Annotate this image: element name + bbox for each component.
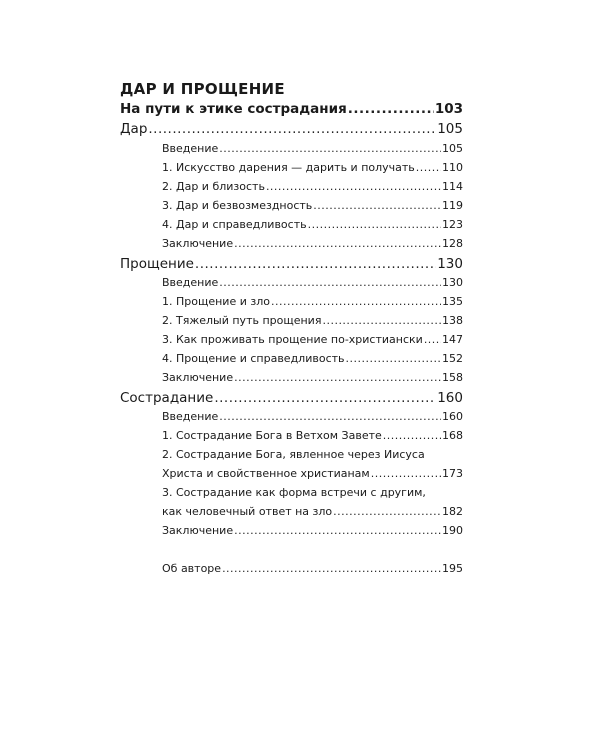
toc-entry-page: 168 <box>442 429 463 442</box>
toc-entry[interactable] <box>162 562 463 575</box>
dot-leader <box>234 371 441 384</box>
dot-leader <box>214 390 436 406</box>
toc-entry-page: 138 <box>442 314 463 327</box>
toc-entry-page: 119 <box>442 199 463 212</box>
toc-entry-line[interactable] <box>162 448 463 461</box>
toc-entry-page: 103 <box>434 101 463 117</box>
toc-entry[interactable] <box>162 314 463 327</box>
dot-leader <box>271 295 441 308</box>
toc-entry-title: 1. Прощение и зло <box>162 295 270 308</box>
toc-entry[interactable] <box>162 237 463 250</box>
toc-entry-title: 3. Сострадание как форма встречи с другим, <box>162 486 426 499</box>
toc-entry[interactable] <box>120 121 463 137</box>
toc-entry-page: 105 <box>442 142 463 155</box>
toc-entry-page: 130 <box>437 256 463 272</box>
dot-leader <box>333 505 441 518</box>
toc-entry-title: Заключение <box>162 371 234 384</box>
toc-entry-title: Прощение <box>120 256 194 272</box>
toc-entry-title: Христа и свойственное христианам <box>162 467 370 480</box>
dot-leader <box>195 256 436 272</box>
dot-leader <box>222 562 441 575</box>
toc-entry-page: 182 <box>442 505 463 518</box>
dot-leader <box>234 237 441 250</box>
dot-leader <box>308 218 441 231</box>
toc-entry-page: 160 <box>437 390 463 406</box>
toc-entry-page: 130 <box>442 276 463 289</box>
toc-entry-page: 123 <box>442 218 463 231</box>
dot-leader <box>148 121 436 137</box>
toc-entry-line[interactable] <box>162 486 463 499</box>
toc-entry-page: 128 <box>442 237 463 250</box>
toc-entry-page: 152 <box>442 352 463 365</box>
toc-entry-title: Дар <box>120 121 148 137</box>
toc-entry-page: 114 <box>442 180 463 193</box>
toc-entry[interactable] <box>162 218 463 231</box>
dot-leader <box>266 180 441 193</box>
dot-leader <box>322 314 441 327</box>
toc-entry-page: 105 <box>437 121 463 137</box>
toc-entry[interactable] <box>162 295 463 308</box>
toc-entry[interactable] <box>162 352 463 365</box>
dot-leader <box>416 161 441 174</box>
section-title: ДАР И ПРОЩЕНИЕ <box>120 80 285 98</box>
toc-entry-title: На пути к этике сострадания <box>120 101 347 117</box>
toc-entry-title: Сострадание <box>120 390 214 406</box>
dot-leader <box>313 199 441 212</box>
dot-leader <box>219 276 441 289</box>
toc-entry[interactable] <box>162 371 463 384</box>
toc-entry-title: 2. Дар и близость <box>162 180 265 193</box>
toc-entry-page: 147 <box>442 333 463 346</box>
dot-leader <box>219 410 441 423</box>
toc-entry[interactable] <box>120 390 463 406</box>
toc-entry-title: 1. Искусство дарения — дарить и получать <box>162 161 415 174</box>
dot-leader <box>383 429 441 442</box>
toc-entry-title: 4. Дар и справедливость <box>162 218 307 231</box>
toc-entry[interactable] <box>162 142 463 155</box>
toc-entry-title: 3. Дар и безвозмездность <box>162 199 313 212</box>
toc-entry-page: 158 <box>442 371 463 384</box>
toc-entry-title: 1. Сострадание Бога в Ветхом Завете <box>162 429 382 442</box>
toc-entry[interactable] <box>162 180 463 193</box>
toc-entry[interactable] <box>162 333 463 346</box>
toc-entry[interactable] <box>162 410 463 423</box>
dot-leader <box>348 101 434 117</box>
dot-leader <box>371 467 441 480</box>
toc-entry-title: 2. Тяжелый путь прощения <box>162 314 322 327</box>
dot-leader <box>219 142 441 155</box>
toc-entry-page: 190 <box>442 524 463 537</box>
toc-entry-title: Введение <box>162 276 219 289</box>
toc-entry[interactable] <box>162 505 463 518</box>
dot-leader <box>346 352 441 365</box>
toc-entry[interactable] <box>120 256 463 272</box>
toc-entry[interactable] <box>162 199 463 212</box>
toc-entry[interactable] <box>162 524 463 537</box>
toc-entry[interactable] <box>162 429 463 442</box>
toc-entry-page: 160 <box>442 410 463 423</box>
toc-entry-title: Об авторе <box>162 562 222 575</box>
dot-leader <box>234 524 441 537</box>
toc-entry-page: 110 <box>442 161 463 174</box>
toc-entry[interactable] <box>162 467 463 480</box>
toc-entry-title: 2. Сострадание Бога, явленное через Иисуса <box>162 448 425 461</box>
toc-entry-title: Заключение <box>162 237 234 250</box>
toc-entry-title: как человечный ответ на зло <box>162 505 333 518</box>
toc-entry-page: 195 <box>442 562 463 575</box>
toc-entry-title: 3. Как проживать прощение по-христиански <box>162 333 423 346</box>
toc-entry[interactable] <box>162 161 463 174</box>
dot-leader <box>424 333 441 346</box>
toc-entry-title: Заключение <box>162 524 234 537</box>
toc-entry[interactable] <box>120 101 463 117</box>
toc-entry-page: 135 <box>442 295 463 308</box>
toc-entry-page: 173 <box>442 467 463 480</box>
toc-entry[interactable] <box>162 276 463 289</box>
toc-entry-title: Введение <box>162 142 219 155</box>
toc-entry-title: Введение <box>162 410 219 423</box>
toc-entry-title: 4. Прощение и справедливость <box>162 352 345 365</box>
